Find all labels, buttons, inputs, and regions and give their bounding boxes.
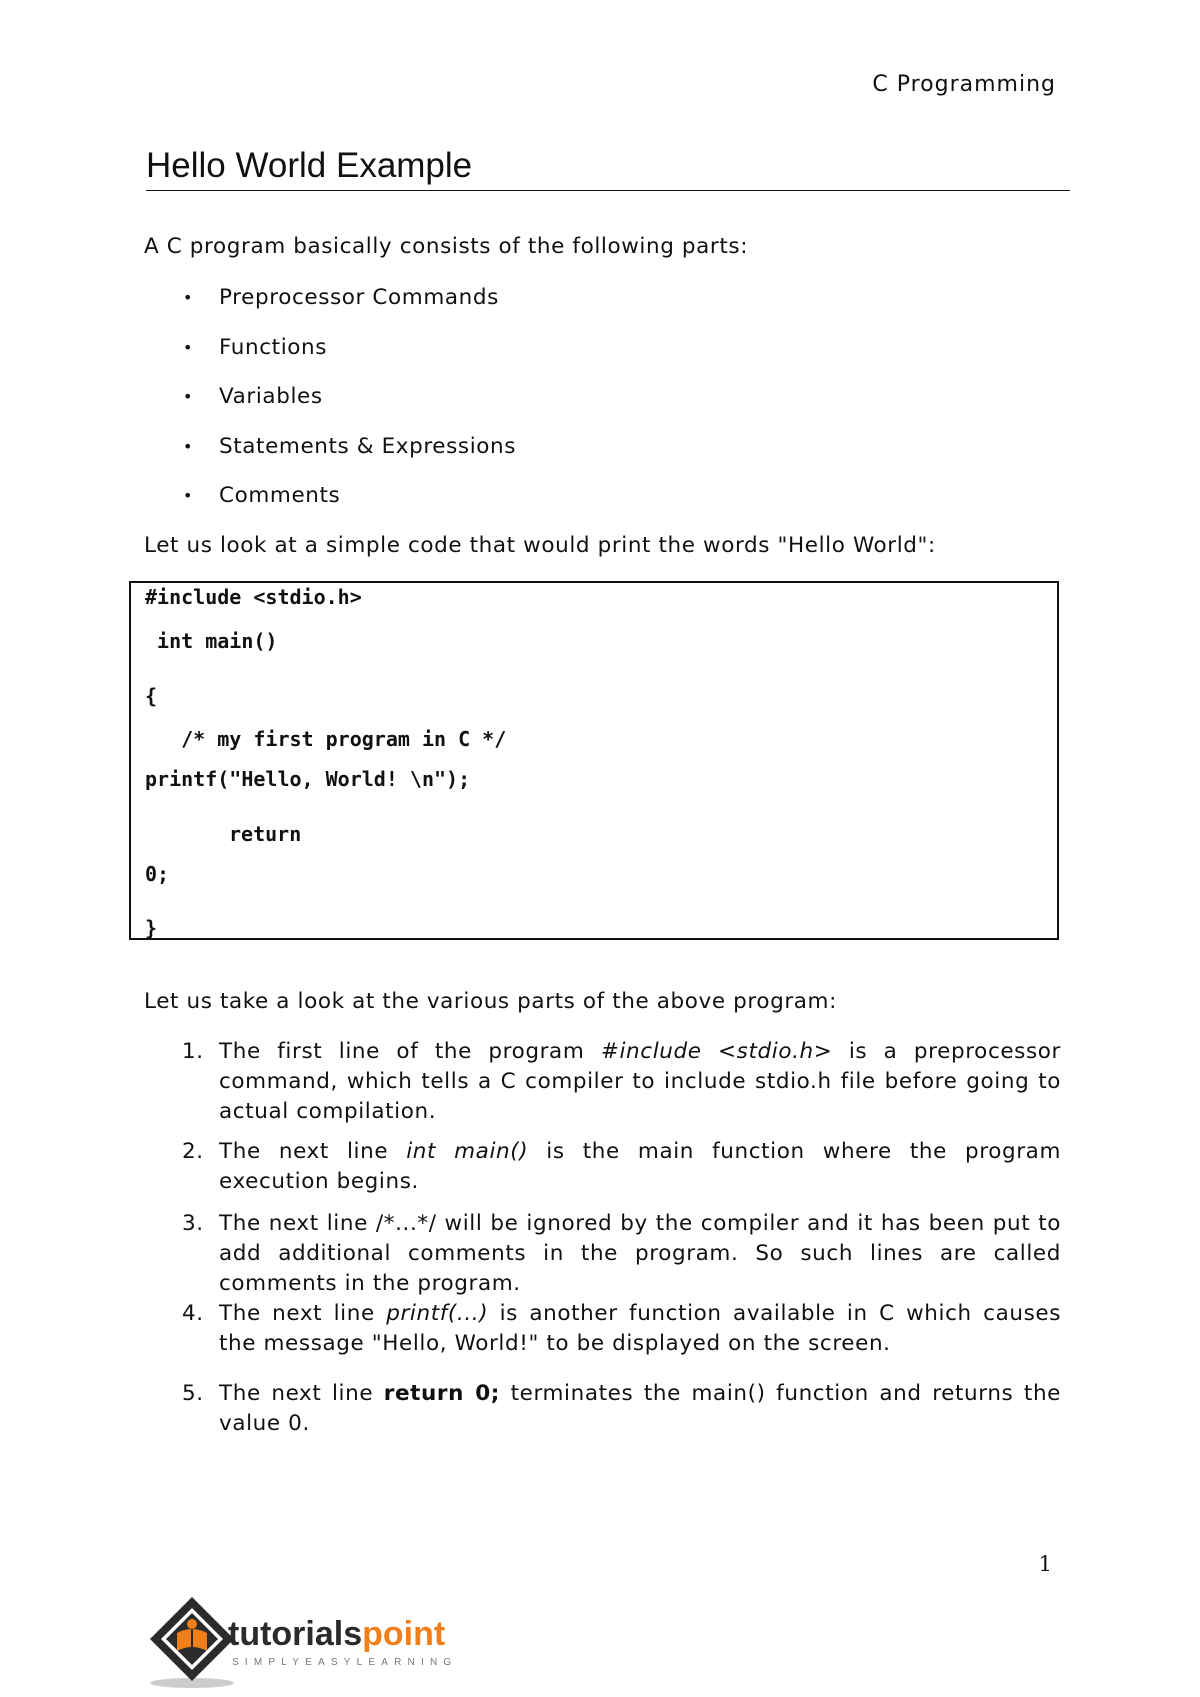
code-block	[129, 581, 1059, 940]
bullet: •	[183, 337, 194, 357]
list-item	[144, 283, 516, 333]
list-item	[144, 382, 516, 432]
item-text-fragment: is another function available in C which causes the message "Hello, World!" to be displayed on the screen.	[219, 1301, 1061, 1356]
item-number: 5.	[182, 1381, 204, 1406]
code-line: #include <stdio.h>	[145, 585, 362, 609]
logo-tagline: SIMPLYEASYLEARNING	[232, 1657, 458, 1668]
logo-wordmark-part: tutorials	[228, 1615, 363, 1653]
code-line: {	[145, 684, 158, 708]
item-text-fragment: terminates the main() function and returns the value 0.	[219, 1381, 1062, 1436]
code-line: printf("Hello, World! \n");	[145, 767, 471, 791]
tutorialspoint-logo	[144, 1591, 474, 1691]
item-number: 1.	[182, 1039, 204, 1064]
numbered-item	[144, 1037, 1061, 1127]
code-line: }	[145, 916, 158, 940]
page-title: Hello World Example	[146, 146, 1070, 191]
logo-wordmark-part: point	[362, 1615, 446, 1653]
bullet: •	[183, 436, 194, 456]
item-text	[219, 1211, 1061, 1296]
code-line: 0;	[145, 862, 170, 886]
bullet: •	[183, 387, 194, 406]
item-text-fragment: return 0;	[383, 1381, 501, 1406]
code-line: int main()	[145, 629, 278, 653]
explanation-lead-paragraph: Let us take a look at the various parts of the above program:	[144, 989, 837, 1014]
list-item-label: Functions	[219, 334, 328, 360]
item-text-fragment: The next line	[219, 1139, 407, 1164]
item-text-fragment: is the main function where the program execution begins.	[219, 1139, 1062, 1194]
list-item	[144, 333, 516, 383]
list-item-label: Preprocessor Commands	[219, 285, 499, 310]
item-text-fragment: is a preprocessor command, which tells a C compiler to include stdio.h file before going to actual compilation.	[219, 1039, 1061, 1124]
item-text-fragment: The first line of the program	[219, 1039, 601, 1064]
code-line: /* my first program in C */	[145, 727, 507, 751]
item-number: 2.	[182, 1139, 204, 1164]
item-text-fragment: #include <stdio.h>	[600, 1039, 833, 1064]
numbered-item	[144, 1209, 1061, 1299]
reader-head-icon	[187, 1619, 197, 1629]
item-text	[219, 1301, 1061, 1356]
item-text	[219, 1039, 1061, 1124]
item-text-fragment: The next line	[219, 1381, 384, 1406]
item-text	[219, 1381, 1061, 1436]
numbered-item	[144, 1379, 1061, 1439]
code-line: return	[229, 822, 302, 846]
page-number: 1	[1038, 1552, 1052, 1576]
item-text-fragment: printf(...)	[386, 1301, 489, 1326]
logo-wordmark	[228, 1615, 445, 1653]
running-header: C Programming	[872, 72, 1056, 97]
code-lead-paragraph: Let us look at a simple code that would print the words "Hello World":	[144, 533, 936, 558]
list-item-label: Comments	[219, 483, 341, 508]
list-item-label: Statements & Expressions	[219, 433, 517, 459]
parts-list	[144, 283, 516, 531]
numbered-item	[144, 1299, 1061, 1359]
item-number: 3.	[182, 1211, 204, 1236]
numbered-item	[144, 1137, 1061, 1197]
intro-paragraph: A C program basically consists of the following parts:	[144, 234, 749, 259]
item-text-fragment: int main()	[406, 1139, 529, 1164]
list-item-label: Variables	[219, 384, 323, 409]
list-item	[144, 432, 516, 482]
item-text-fragment: The next line /*...*/ will be ignored by the compiler and it has been put to add additional comments in the program. So such lines are called comments in the program.	[219, 1211, 1061, 1296]
item-text	[219, 1139, 1061, 1194]
item-number: 4.	[182, 1301, 204, 1326]
bullet: •	[183, 288, 194, 307]
bullet: •	[183, 486, 194, 505]
list-item	[144, 481, 516, 531]
item-text-fragment: The next line	[219, 1301, 387, 1326]
